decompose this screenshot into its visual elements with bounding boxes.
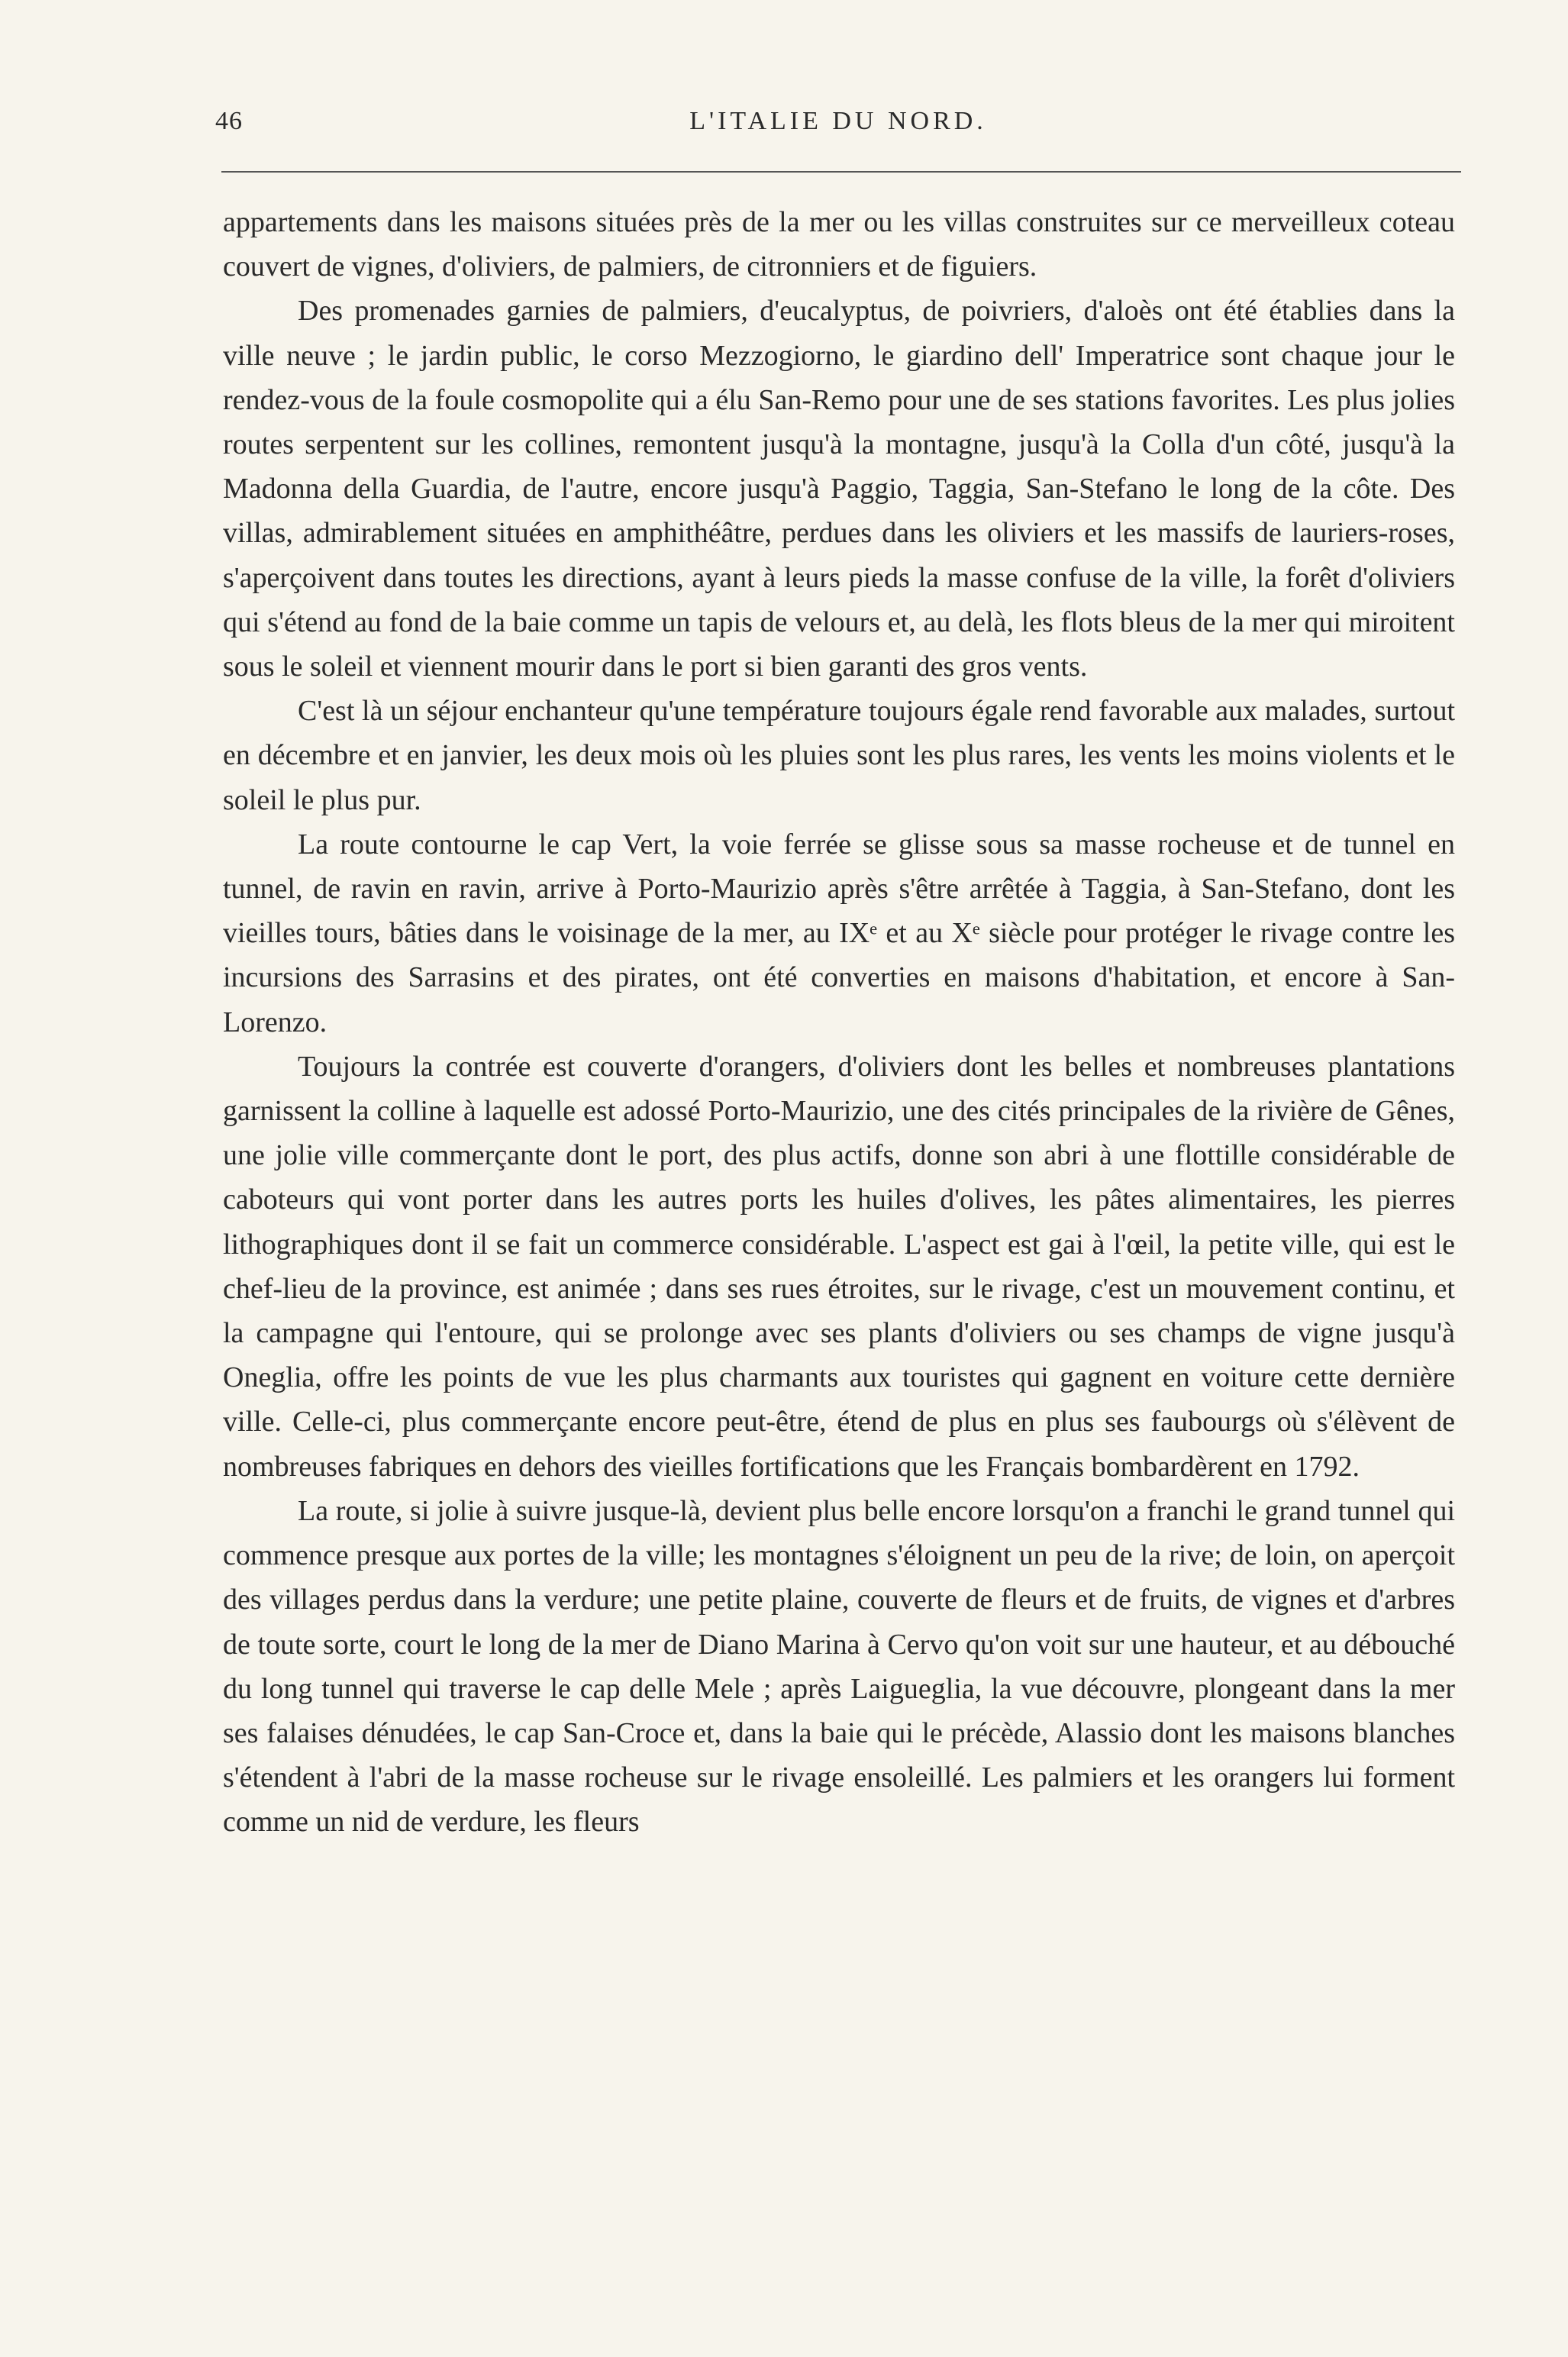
body-text [223, 200, 1455, 1845]
running-head [215, 107, 1461, 153]
paragraph: C'est là un séjour enchanteur qu'une température toujours égale rend favorable aux malades, surtout en décembre et en janvier, les deux mois où les pluies sont les plus rares, les vents les moins violents et le soleil le plus pur. [223, 695, 1455, 816]
header-rule [221, 171, 1461, 173]
paragraph-continuation: appartements dans les maisons situées près de la mer ou les villas construites sur ce merveilleux coteau couvert de vignes, d'oliviers, de palmiers, de citronniers et de figuiers. [223, 206, 1455, 283]
paragraph: Des promenades garnies de palmiers, d'eucalyptus, de poivriers, d'aloès ont été établies dans la ville neuve ; le jardin public, le corso Mezzogiorno, le giardino dell' Imperatrice sont chaque jour le rendez-vous de la foule cosmopolite qui a élu San-Remo pour une de ses stations favorites. Les plus jolies routes serpentent sur les collines, remontent jusqu'à la montagne, jusqu'à la Colla d'un côté, jusqu'à la Madonna della Guardia, de l'autre, encore jusqu'à Paggio, Taggia, San-Stefano le long de la côte. Des villas, admirablement situées en amphithéâtre, perdues dans les oliviers et les massifs de lauriers-roses, s'aperçoivent dans toutes les directions, ayant à leurs pieds la masse confuse de la ville, la forêt d'oliviers qui s'étend au fond de la baie comme un tapis de velours et, au delà, les flots bleus de la mer qui miroitent sous le soleil et viennent mourir dans le port si bien garanti des gros vents. [223, 295, 1455, 683]
page-number: 46 [215, 107, 243, 135]
paragraph: La route contourne le cap Vert, la voie ferrée se glisse sous sa masse rocheuse et de tunnel en tunnel, de ravin en ravin, arrive à Porto-Maurizio après s'être arrêtée à Taggia, à San-Stefano, dont les vieilles tours, bâties dans le voisinage de la mer, au IXᵉ et au Xᵉ siècle pour protéger le rivage contre les incursions des Sarrasins et des pirates, ont été converties en maisons d'habitation, et encore à San-Lorenzo. [223, 828, 1455, 1038]
running-title: L'ITALIE DU NORD. [689, 107, 987, 135]
paragraph: Toujours la contrée est couverte d'orangers, d'oliviers dont les belles et nombreuses plantations garnissent la colline à laquelle est adossé Porto-Maurizio, une des cités principales de la rivière de Gênes, une jolie ville commerçante dont le port, des plus actifs, donne son abri à une flottille considérable de caboteurs qui vont porter dans les autres ports les huiles d'olives, les pâtes alimentaires, les pierres lithographiques dont il se fait un commerce considérable. L'aspect est gai à l'œil, la petite ville, qui est le chef-lieu de la province, est animée ; dans ses rues étroites, sur le rivage, c'est un mouvement continu, et la campagne qui l'entoure, qui se prolonge avec ses plants d'oliviers ou ses champs de vigne jusqu'à Oneglia, offre les points de vue les plus charmants aux touristes qui gagnent en voiture cette dernière ville. Celle-ci, plus commerçante encore peut-être, étend de plus en plus ses faubourgs où s'élèvent de nombreuses fabriques en dehors des vieilles fortifications que les Français bombardèrent en 1792. [223, 1050, 1455, 1483]
paragraph: La route, si jolie à suivre jusque-là, devient plus belle encore lorsqu'on a franchi le grand tunnel qui commence presque aux portes de la ville; les montagnes s'éloignent un peu de la rive; de loin, on aperçoit des villages perdus dans la verdure; une petite plaine, couverte de fleurs et de fruits, de vignes et d'arbres de toute sorte, court le long de la mer de Diano Marina à Cervo qu'on voit sur une hauteur, et au débouché du long tunnel qui traverse le cap delle Mele ; après Laigueglia, la vue découvre, plongeant dans la mer ses falaises dénudées, le cap San-Croce et, dans la baie qui le précède, Alassio dont les maisons blanches s'étendent à l'abri de la masse rocheuse sur le rivage ensoleillé. Les palmiers et les orangers lui forment comme un nid de verdure, les fleurs [223, 1494, 1455, 1839]
